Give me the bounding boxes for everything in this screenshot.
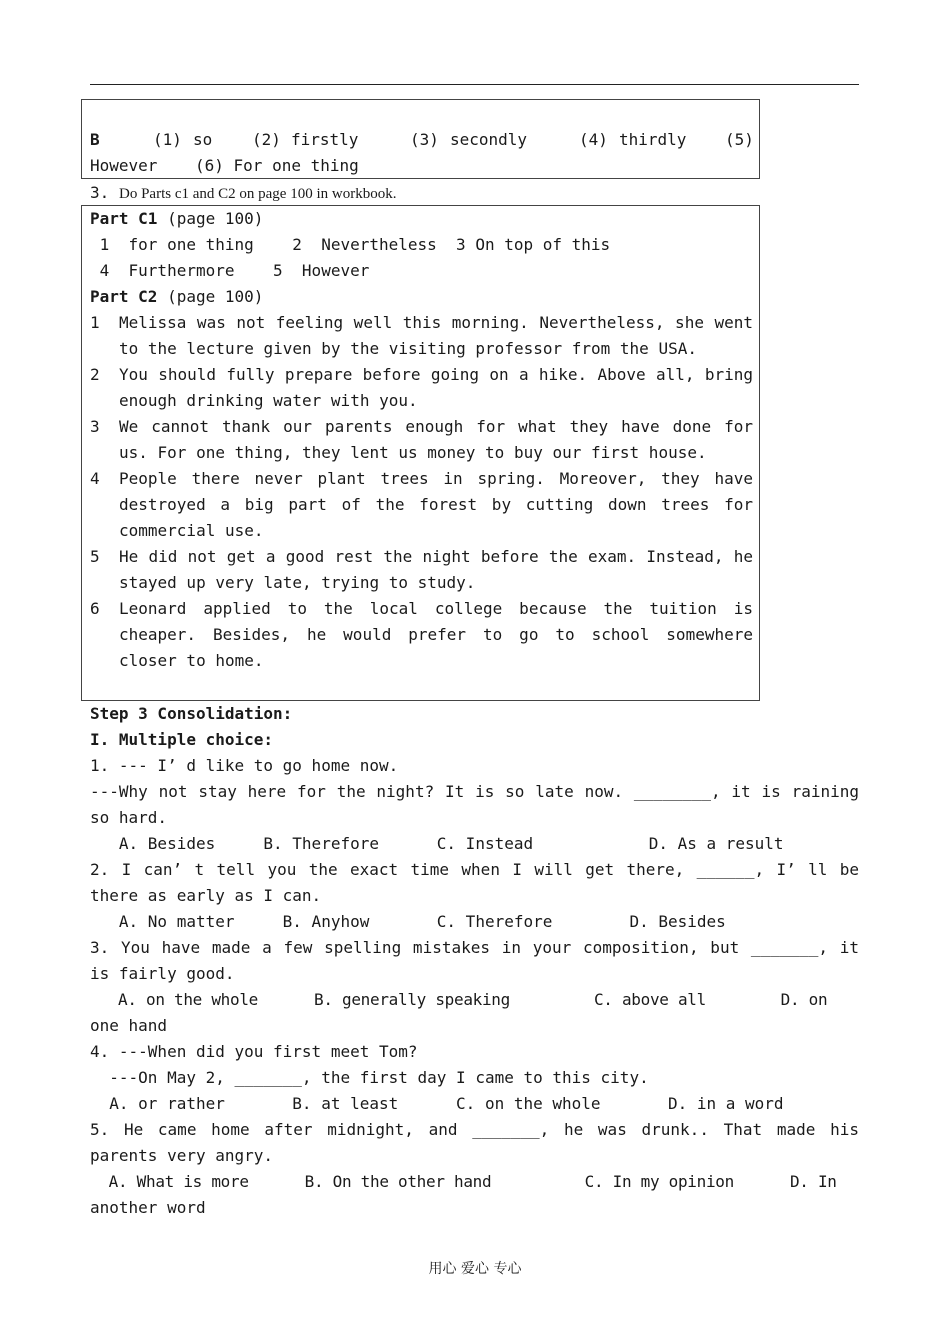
- item-number: 6: [90, 599, 100, 618]
- box-b-item: (3): [410, 130, 439, 149]
- question-paragraph: ---Why not stay here for the night? It is so late now. ________, it is raining so hard.: [90, 782, 859, 827]
- item-number: 5: [90, 547, 100, 566]
- box-b-line2-b: (6) For one thing: [195, 156, 359, 175]
- question-options: A. What is more B. On the other hand C. In my opinion D. In: [90, 1172, 837, 1191]
- question-line: 4. ---When did you first meet Tom?: [90, 1042, 418, 1061]
- header-rule: [90, 84, 859, 85]
- question-paragraph: 2. I can’ t tell you the exact time when I will get there, ______, I’ ll be there as early as I can.: [90, 860, 859, 905]
- part-c2-item: [90, 414, 753, 466]
- part-c2-heading: Part C2: [90, 287, 158, 306]
- part-c1-line: 1 for one thing 2 Nevertheless 3 On top of this: [90, 235, 611, 254]
- part-c2-item: [90, 310, 753, 362]
- question-paragraph: 5. He came home after midnight, and _______, he was drunk.. That made his parents very angry.: [90, 1120, 859, 1165]
- question-options: A. Besides B. Therefore C. Instead D. As a result: [90, 834, 784, 853]
- question-options: A. or rather B. at least C. on the whole D. in a word: [90, 1094, 784, 1113]
- part-c2-item: [90, 466, 753, 544]
- page-footer: 用心 爱心 专心: [428, 1261, 522, 1277]
- box-b-item: (4): [579, 130, 608, 149]
- consolidation-subheading: I. Multiple choice:: [90, 730, 274, 749]
- part-c2-item: [90, 596, 753, 674]
- item-number: 2: [90, 365, 100, 384]
- question-line: 1. --- I’ d like to go home now.: [90, 756, 399, 775]
- box-b-item: thirdly: [619, 130, 687, 149]
- item-number: 1: [90, 313, 100, 332]
- question-paragraph: 3. You have made a few spelling mistakes in your composition, but _______, it is fairly good.: [90, 938, 859, 983]
- box-b-label: B: [90, 130, 100, 149]
- question-line: ---On May 2, _______, the first day I came to this city.: [90, 1068, 649, 1087]
- box-b-line2-a: However: [90, 156, 158, 175]
- part-c1-heading: Part C1: [90, 209, 158, 228]
- box-b-item: (2): [252, 130, 281, 149]
- box-b-item: secondly: [450, 130, 528, 149]
- question-options: A. on the whole B. generally speaking C. above all D. on: [90, 990, 828, 1009]
- item-text: You should fully prepare before going on a hike. Above all, bring enough drinking water with you.: [119, 365, 753, 410]
- item-number: 3: [90, 417, 100, 436]
- consolidation-heading: Step 3 Consolidation:: [90, 704, 293, 723]
- item-number: 4: [90, 469, 100, 488]
- instruction-text: Do Parts c1 and C2 on page 100 in workbook.: [119, 186, 397, 202]
- item-text: Leonard applied to the local college because the tuition is cheaper. Besides, he would prefer to go to school somewhere closer to home.: [119, 599, 753, 670]
- question-options: A. No matter B. Anyhow C. Therefore D. Besides: [90, 912, 726, 931]
- instruction-number: 3.: [90, 183, 110, 202]
- question-options-tail: another word: [90, 1198, 206, 1217]
- box-b-item: so: [193, 130, 213, 149]
- item-text: Melissa was not feeling well this morning. Nevertheless, she went to the lecture given by the visiting professor from the USA.: [119, 313, 753, 358]
- item-text: He did not get a good rest the night before the exam. Instead, he stayed up very late, trying to study.: [119, 547, 753, 592]
- box-b-item: (1): [153, 130, 182, 149]
- item-text: People there never plant trees in spring. Moreover, they have destroyed a big part of the forest by cutting down trees for commercial use.: [119, 469, 753, 540]
- part-c2-page: (page 100): [167, 287, 264, 306]
- part-c2-item: [90, 362, 753, 414]
- box-b-item: firstly: [291, 130, 359, 149]
- item-text: We cannot thank our parents enough for what they have done for us. For one thing, they lent us money to buy our first house.: [119, 417, 753, 462]
- part-c2-item: [90, 544, 753, 596]
- part-c2-heading-line: [90, 284, 263, 310]
- box-b-item: (5): [725, 130, 754, 149]
- part-c1-line: 4 Furthermore 5 However: [90, 261, 370, 280]
- part-c1-page: (page 100): [167, 209, 264, 228]
- question-options-tail: one hand: [90, 1016, 168, 1035]
- part-c1-heading-line: [90, 206, 263, 232]
